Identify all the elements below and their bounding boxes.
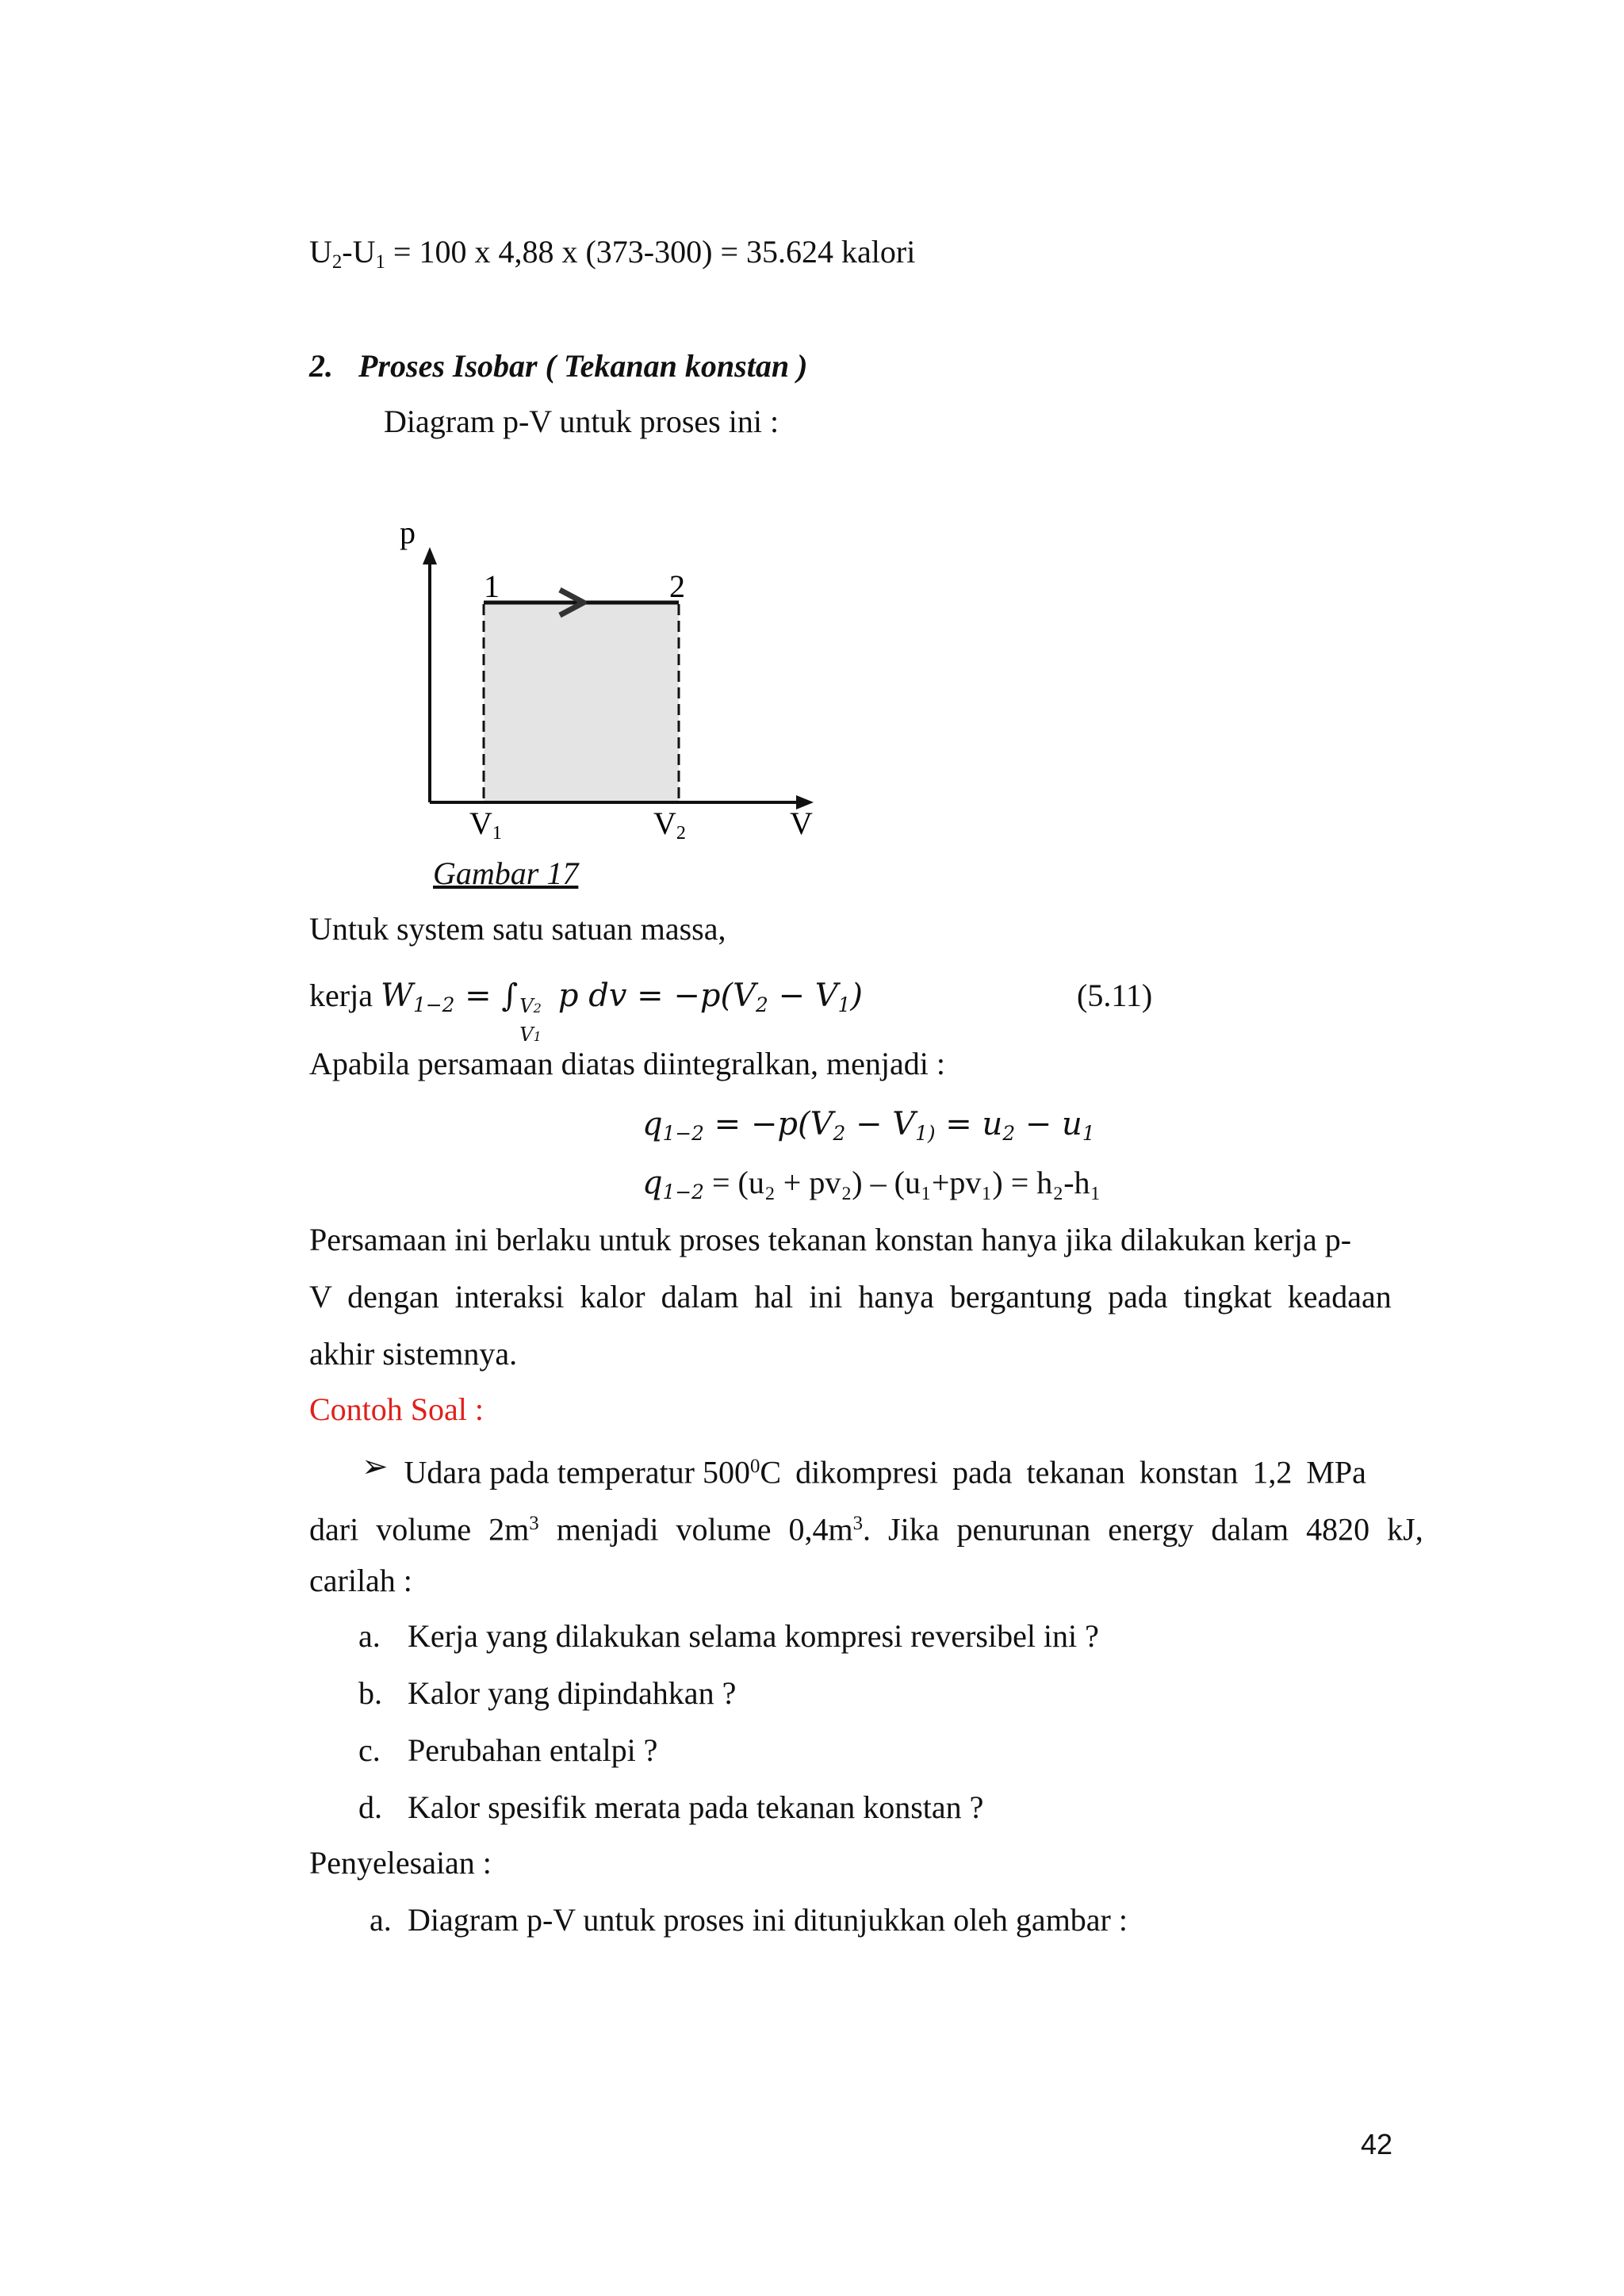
v2-subscript: 2 bbox=[676, 823, 686, 844]
work-formula: $W_{1-2}$ = ∫ V2 V1 p dv = $-p(V_2 - V_1)$ bbox=[380, 978, 864, 1046]
list-item-text: Kalor yang dipindahkan ? bbox=[408, 1675, 737, 1711]
internal-energy-equation bbox=[309, 233, 915, 281]
list-item bbox=[358, 1732, 657, 1770]
list-item bbox=[358, 1674, 736, 1712]
example-line-2-b: menjadi volume 0,4m bbox=[538, 1511, 853, 1548]
example-line-3: carilah : bbox=[309, 1563, 412, 1598]
figure-caption: Gambar 17 bbox=[433, 855, 579, 891]
unit-mass-text: Untuk system satu satuan massa, bbox=[309, 911, 726, 947]
p-label: p bbox=[400, 515, 416, 550]
solution-item-text: Diagram p-V untuk proses ini ditunjukkan oleh gambar : bbox=[408, 1902, 1128, 1938]
list-item-label: c. bbox=[358, 1732, 381, 1768]
paragraph-line-2: V dengan interaksi kalor dalam hal ini hanya bergantung pada tingkat keadaan bbox=[309, 1279, 1392, 1314]
list-item-text: Kerja yang dilakukan selama kompresi reversibel ini ? bbox=[408, 1618, 1099, 1654]
example-line-2-a: dari volume 2m bbox=[309, 1511, 530, 1548]
u1-subscript: 1 bbox=[375, 251, 385, 273]
heat-equation-2: $q_{1-2} = (u_2 + pv_2) - (u_1+pv_1) = h_2-h_1$ bbox=[642, 1165, 1101, 1203]
list-item bbox=[358, 1617, 1099, 1655]
equation-number: (5.11) bbox=[1077, 978, 1153, 1013]
v1-subscript: 1 bbox=[492, 823, 502, 844]
work-prefix: kerja bbox=[309, 978, 381, 1013]
list-item-text: Kalor spesifik merata pada tekanan konstan ? bbox=[408, 1789, 984, 1825]
solution-heading: Penyelesaian : bbox=[309, 1845, 492, 1881]
cubic-superscript-1: 3 bbox=[529, 1513, 539, 1534]
solution-item-label: a. bbox=[370, 1902, 392, 1938]
section-heading bbox=[309, 347, 807, 385]
list-item-label: b. bbox=[358, 1675, 382, 1711]
list-item bbox=[358, 1789, 983, 1827]
v1-symbol: V bbox=[469, 806, 492, 841]
work-equation bbox=[309, 977, 864, 1046]
list-item-text: Perubahan entalpi ? bbox=[408, 1732, 658, 1768]
p-axis-arrow-icon bbox=[423, 547, 437, 564]
point-1-label: 1 bbox=[484, 568, 500, 604]
equation-rest: = 100 x 4,88 x (373-300) = 35.624 kalori bbox=[385, 234, 916, 270]
v2-symbol: V bbox=[653, 806, 676, 841]
work-area bbox=[484, 604, 679, 802]
section-intro: Diagram p-V untuk proses ini : bbox=[384, 404, 779, 439]
heat-equation-1: $q_{1-2} = -p(V_2 - V_{1)} = u_2 - u_1$ bbox=[642, 1106, 1095, 1145]
v1-label bbox=[469, 806, 502, 844]
example-heading: Contoh Soal : bbox=[309, 1391, 485, 1427]
degree-superscript: 0 bbox=[749, 1456, 760, 1477]
v2-label bbox=[653, 806, 686, 844]
pv-diagram bbox=[381, 507, 825, 856]
list-item-label: d. bbox=[358, 1789, 382, 1825]
paragraph-line-1: Persamaan ini berlaku untuk proses tekanan konstan hanya jika dilakukan kerja p- bbox=[309, 1222, 1352, 1257]
list-item-label: a. bbox=[358, 1618, 381, 1654]
example-line-1-b: C dikompresi pada tekanan konstan 1,2 MPa bbox=[760, 1454, 1366, 1490]
u2-subscript: 2 bbox=[331, 251, 343, 273]
example-line-2-c: . Jika penurunan energy dalam 4820 kJ, bbox=[863, 1511, 1423, 1548]
solution-item-a bbox=[370, 1901, 1128, 1939]
integration-text: Apabila persamaan diatas diintegralkan, menjadi : bbox=[309, 1046, 945, 1081]
point-2-label: 2 bbox=[669, 568, 685, 604]
example-line-2 bbox=[309, 1505, 1423, 1549]
section-title: Proses Isobar ( Tekanan konstan ) bbox=[358, 348, 808, 384]
u1-symbol: -U bbox=[342, 234, 376, 270]
cubic-superscript-2: 3 bbox=[852, 1513, 864, 1534]
v-axis-label: V bbox=[790, 806, 813, 841]
example-line-1-text bbox=[404, 1448, 1392, 1492]
paragraph-line-3: akhir sistemnya. bbox=[309, 1336, 518, 1372]
example-line-1-a: Udara pada temperatur 500 bbox=[404, 1454, 750, 1490]
example-line-1 bbox=[362, 1448, 1392, 1492]
page-number: 42 bbox=[1361, 2128, 1393, 2160]
section-number: 2. bbox=[309, 348, 333, 384]
bullet-icon: ➢ bbox=[362, 1448, 389, 1484]
heat-equation-2-rhs: = (u₂ + pv₂) – (u₁+pv₁) = h₂-h₁ bbox=[703, 1165, 1101, 1200]
u2-symbol: U bbox=[309, 234, 332, 270]
